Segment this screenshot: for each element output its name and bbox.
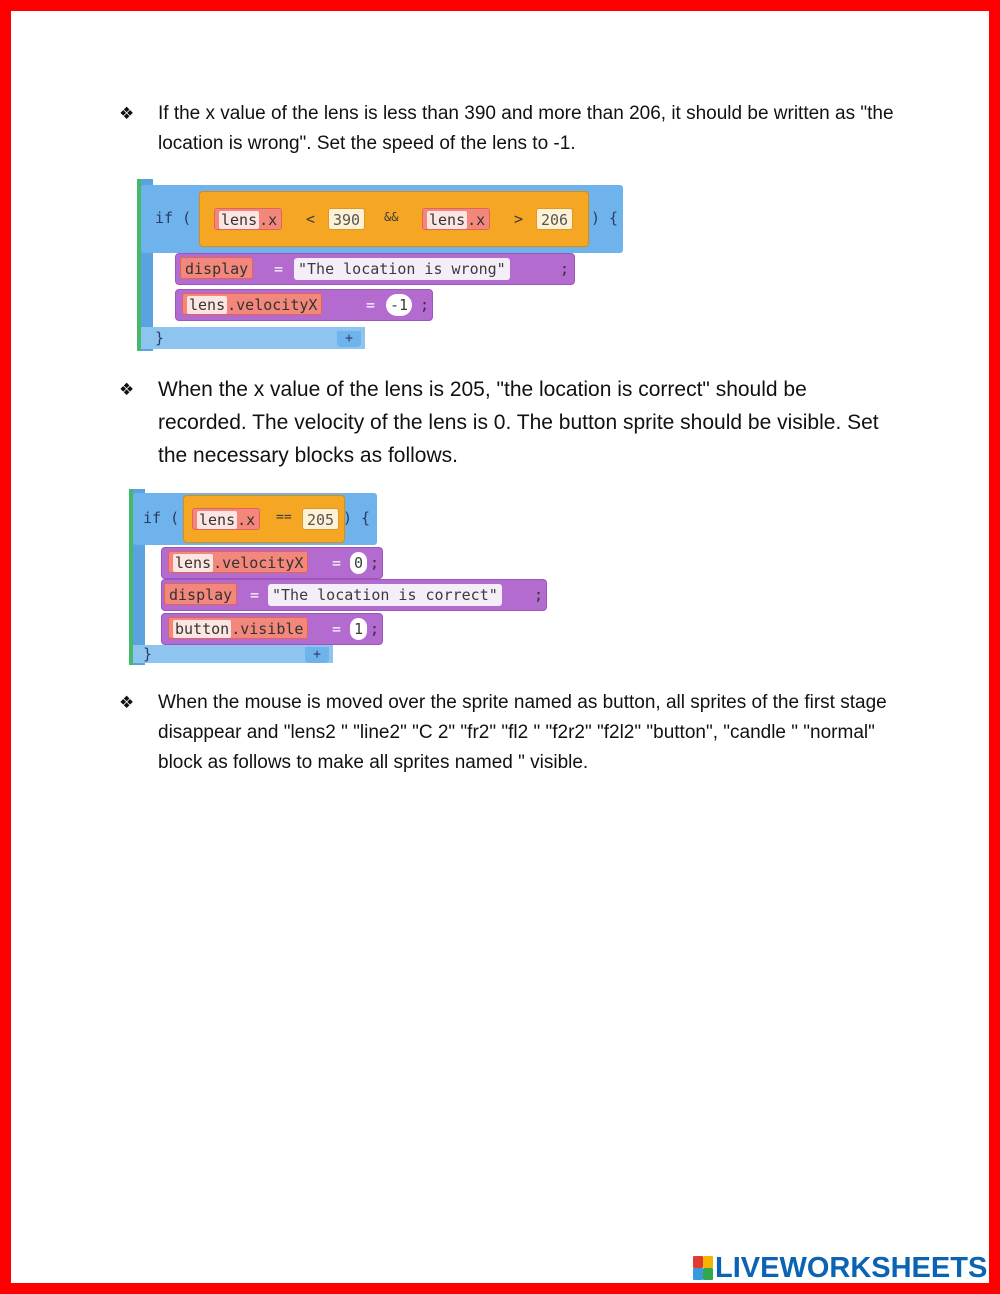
less-than-operator: < xyxy=(306,210,316,228)
semicolon: ; xyxy=(534,586,544,604)
logo-text: LIVEWORKSHEETS xyxy=(715,1251,988,1284)
code-block-2-bottom xyxy=(133,645,333,663)
string-location-wrong: "The location is wrong" xyxy=(294,258,510,280)
condition-block xyxy=(199,191,589,247)
velocity-statement xyxy=(161,547,383,579)
display-statement xyxy=(175,253,575,285)
condition-block xyxy=(183,495,345,543)
close-brace: } xyxy=(155,329,165,347)
bullet-text-3: When the mouse is moved over the sprite named as button, all sprites of the first stage disappear and "lens2 " "line2" "C 2" "fr2" "fl2 " "f2r2" "f2l2" "button", "candle " "normal" block as follows to make all sprites named " visible. xyxy=(158,692,887,773)
liveworksheets-logo xyxy=(693,1253,987,1283)
bullet-text-1: If the x value of the lens is less than 390 and more than 206, it should be written as "the location is wrong". Set the speed of the lens to -1. xyxy=(158,103,894,154)
open-brace: ) { xyxy=(343,509,371,527)
assign-operator: = xyxy=(250,586,260,604)
if-keyword: if ( xyxy=(155,209,192,227)
semicolon: ; xyxy=(420,296,430,314)
visible-statement xyxy=(161,613,383,645)
code-block-1-bottom xyxy=(141,327,365,349)
lens-x-pill-left: lens .x xyxy=(214,208,282,230)
value-205: 205 xyxy=(302,508,339,530)
value-206: 206 xyxy=(536,208,573,230)
logo-square-v xyxy=(693,1268,703,1280)
add-block-icon[interactable]: + xyxy=(337,331,361,347)
display-var: display xyxy=(180,257,253,279)
semicolon: ; xyxy=(560,260,570,278)
logo-square-l xyxy=(693,1256,703,1268)
semicolon: ; xyxy=(370,620,380,638)
value-1: 1 xyxy=(350,618,367,640)
logo-square-e xyxy=(703,1268,713,1280)
assign-operator: = xyxy=(274,260,284,278)
velocity-statement xyxy=(175,289,433,321)
logo-square-i xyxy=(703,1256,713,1268)
display-statement xyxy=(161,579,547,611)
equals-operator: == xyxy=(276,510,292,525)
diamond-bullet-icon: ❖ xyxy=(119,693,135,712)
assign-operator: = xyxy=(332,554,342,572)
open-brace: ) { xyxy=(591,209,619,227)
display-var: display xyxy=(164,583,237,605)
value-0: 0 xyxy=(350,552,367,574)
assign-operator: = xyxy=(366,296,376,314)
lens-x-pill-right: lens .x xyxy=(422,208,490,230)
button-visible-pill: button .visible xyxy=(168,617,308,639)
diamond-bullet-icon: ❖ xyxy=(119,104,135,123)
value-minus-1: -1 xyxy=(386,294,412,316)
greater-than-operator: > xyxy=(514,210,524,228)
code-block-2 xyxy=(129,489,549,665)
assign-operator: = xyxy=(332,620,342,638)
lens-velocityx-pill: lens .velocityX xyxy=(168,551,308,573)
code-block-1 xyxy=(137,179,627,351)
bullet-text-2: When the x value of the lens is 205, "the location is correct" should be recorded. The velocity of the lens is 0. The button sprite should be visible. Set the necessary blocks as follows. xyxy=(158,378,879,467)
lens-x-pill: lens .x xyxy=(192,508,260,530)
if-keyword: if ( xyxy=(143,509,180,527)
add-block-icon[interactable]: + xyxy=(305,647,329,663)
and-operator: && xyxy=(384,210,399,224)
string-location-correct: "The location is correct" xyxy=(268,584,502,606)
close-brace: } xyxy=(143,645,153,663)
liveworksheets-logo-icon xyxy=(693,1256,713,1280)
semicolon: ; xyxy=(370,554,380,572)
diamond-bullet-icon: ❖ xyxy=(119,380,135,399)
lens-velocityx-pill: lens .velocityX xyxy=(182,293,322,315)
value-390: 390 xyxy=(328,208,365,230)
